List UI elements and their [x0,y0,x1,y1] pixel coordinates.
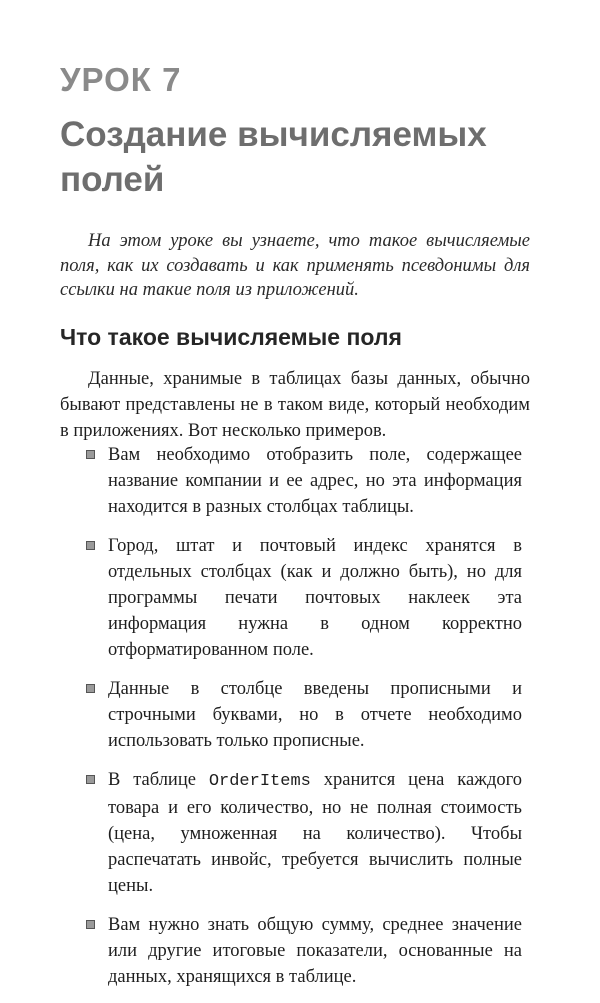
square-bullet-icon [86,541,95,550]
chapter-title: Создание вычисляемых полей [60,115,487,199]
list-item-text: Вам необходимо отобразить поле, содержащее название компании и ее адрес, но эта информация находится в разных столбцах таблицы. [108,445,522,517]
list-item [86,676,522,754]
list-item [86,442,522,520]
square-bullet-icon [86,450,95,459]
list-item-text: Данные в столбце введены прописными и строчными буквами, но в отчете необходимо использовать только прописные. [108,679,522,751]
square-bullet-icon [86,775,95,784]
section-title: Что такое вычисляемые поля [60,324,402,350]
table-name-code: OrderItems [208,772,311,791]
lesson-intro: На этом уроке вы узнаете, что такое вычисляемые поля, как их создавать и как применять псевдонимы для ссылки на такие поля из приложений. [60,231,530,300]
list-item [86,912,522,990]
square-bullet-icon [86,920,95,929]
list-item-text-end: хранится цена каждого товара и его количество, но не полная стоимость (цена, умноженная на количество). Чтобы распечатать инвойс, требуется вычислить полные цены. [108,770,523,896]
list-item-text: Город, штат и почтовый индекс хранятся в отдельных столбцах (как и должно быть), но для программы печати почтовых наклеек эта информация нужна в одном корректно отформатированном поле. [108,536,522,660]
lesson-label: УРОК 7 [60,61,182,98]
body-paragraph: Данные, хранимые в таблицах базы данных, обычно бывают представлены не в таком виде, который необходим в приложениях. Вот несколько примеров. [60,369,530,441]
square-bullet-icon [86,684,95,693]
list-item [86,767,522,899]
list-item-text: Вам нужно знать общую сумму, среднее значение или другие итоговые показатели, основанные на данных, хранящихся в таблице. [108,915,522,987]
examples-list [86,442,522,1003]
list-item [86,533,522,663]
list-item-text-start: В таблице [108,770,209,790]
